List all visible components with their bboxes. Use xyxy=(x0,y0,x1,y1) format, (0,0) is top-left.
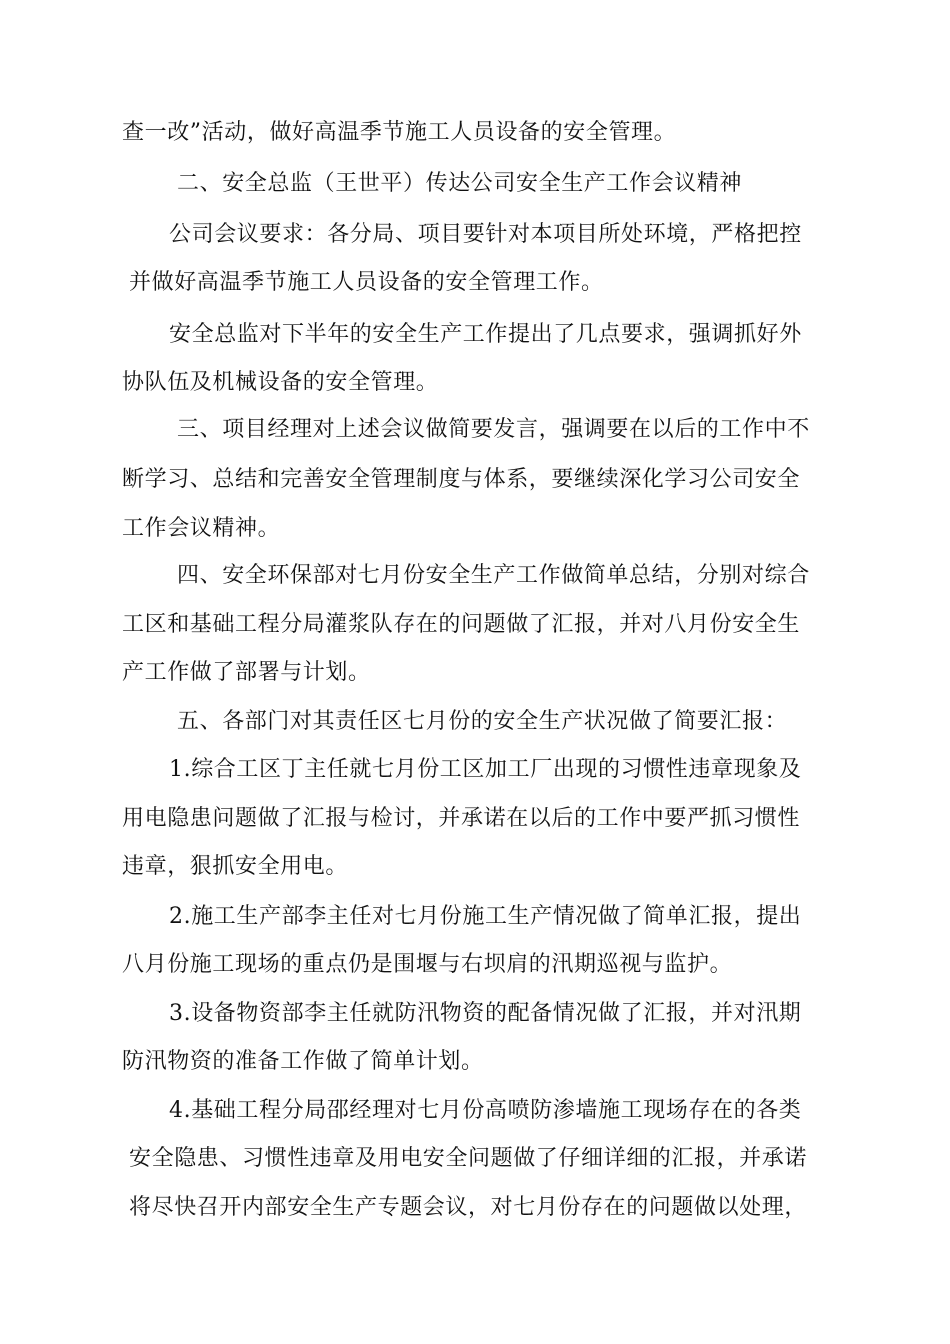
text-line: 协队伍及机械设备的安全管理。 xyxy=(122,370,439,395)
text-line: 三、项目经理对上述会议做简要发言，强调要在以后的工作中不 xyxy=(177,417,810,442)
text-line: 八月份施工现场的重点仍是围堰与右坝肩的汛期巡视与监护。 xyxy=(122,952,733,977)
text-line: 产工作做了部署与计划。 xyxy=(122,660,371,685)
text-line: 用电隐患问题做了汇报与检讨，并承诺在以后的工作中要严抓习惯性 xyxy=(122,806,801,831)
text-line: 断学习、总结和完善安全管理制度与体系，要继续深化学习公司安全 xyxy=(122,467,801,492)
text-line: 工区和基础工程分局灌浆队存在的问题做了汇报，并对八月份安全生 xyxy=(122,612,801,637)
text-line: 公司会议要求：各分局、项目要针对本项目所处环境，严格把控 xyxy=(169,222,802,247)
text-line: 安全隐患、习惯性违章及用电安全问题做了仔细详细的汇报，并承诺 xyxy=(129,1146,808,1171)
text-line: 将尽快召开内部安全生产专题会议，对七月份存在的问题做以处理， xyxy=(129,1195,808,1220)
text-line: 四、安全环保部对七月份安全生产工作做简单总结，分别对综合 xyxy=(177,563,810,588)
text-line: 防汛物资的准备工作做了简单计划。 xyxy=(122,1049,484,1074)
text-line: 4.基础工程分局邵经理对七月份高喷防渗墙施工现场存在的各类 xyxy=(169,1098,802,1123)
text-line: 并做好高温季节施工人员设备的安全管理工作。 xyxy=(129,270,604,295)
text-line: 查一改”活动，做好高温季节施工人员设备的安全管理。 xyxy=(122,120,677,145)
text-line: 3.设备物资部李主任就防汛物资的配备情况做了汇报，并对汛期 xyxy=(169,1001,802,1026)
text-line: 违章，狠抓安全用电。 xyxy=(122,854,349,879)
text-line: 工作会议精神。 xyxy=(122,516,281,541)
text-line: 2.施工生产部李主任对七月份施工生产情况做了简单汇报，提出 xyxy=(169,904,802,929)
text-line: 二、安全总监（王世平）传达公司安全生产工作会议精神 xyxy=(177,171,743,196)
text-line: 安全总监对下半年的安全生产工作提出了几点要求，强调抓好外 xyxy=(169,322,802,347)
text-line: 五、各部门对其责任区七月份的安全生产状况做了简要汇报： xyxy=(177,709,788,734)
text-line: 1.综合工区丁主任就七月份工区加工厂出现的习惯性违章现象及 xyxy=(169,757,802,782)
